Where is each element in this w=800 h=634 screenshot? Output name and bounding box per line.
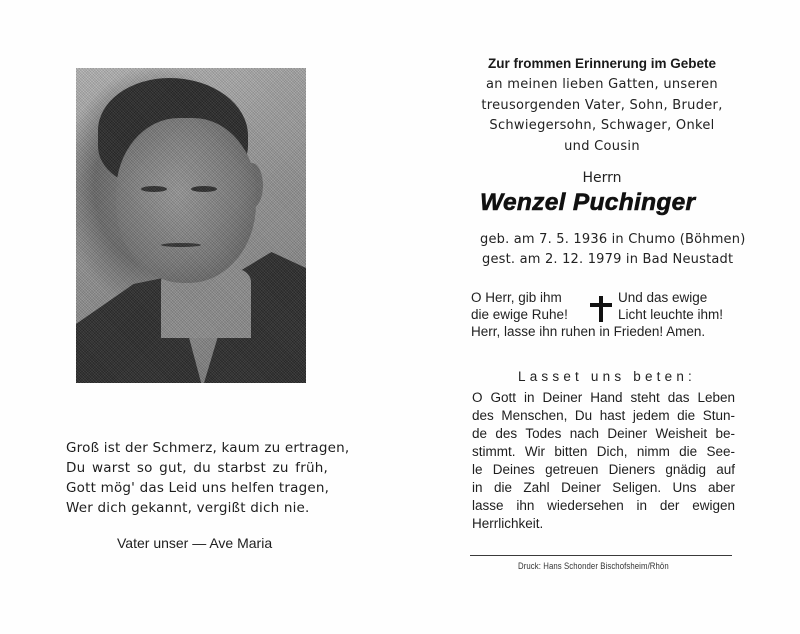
salutation: Herrn [582,170,622,186]
poem-line: Gott mög' das Leid uns helfen tragen, [66,480,330,496]
halftone-texture [76,68,306,383]
prayer-line: le Deines getreuen Dieners gnädig auf [472,462,735,477]
poem-line: Groß ist der Schmerz, kaum zu ertragen, [66,440,350,456]
portrait-photo [76,68,306,383]
deceased-name: Wenzel Puchinger [480,189,696,216]
blessing-right-2: Licht leuchte ihm! [618,306,724,322]
poem-line: Wer dich gekannt, vergißt dich nie. [66,500,310,516]
prayer-line: lasse ihn wiedersehen in der ewigen [472,498,735,513]
prayer-line: des Menschen, Du hast jedem die Stun- [472,408,735,423]
dedication-line: und Cousin [564,138,640,154]
card-heading: Zur frommen Erinnerung im Gebete [487,56,717,71]
poem-line: Du warst so gut, du starbst zu früh, [66,460,328,476]
printer-credit: Druck: Hans Schonder Bischofsheim/Rhön [518,561,669,572]
latin-cross-icon [590,296,612,322]
death-date: gest. am 2. 12. 1979 in Bad Neustadt [482,252,734,267]
dedication-line: an meinen lieben Gatten, unseren [486,77,718,92]
blessing-left-2: die ewige Ruhe! [471,306,568,322]
prayer-text [472,389,735,533]
memorial-poem [66,438,350,518]
dedication-line: Schwiegersohn, Schwager, Onkel [489,118,715,133]
blessing [471,290,741,339]
prayer-heading: Lasset uns beten: [518,369,696,384]
prayer-line: de des Todes nach Deiner Weisheit be- [472,426,735,441]
prayer-line: O Gott in Deiner Hand steht das Leben [472,390,735,405]
dedication-line: treusorgenden Vater, Sohn, Bruder, [481,97,723,113]
blessing-full-line: Herr, lasse ihn ruhen in Frieden! Amen. [471,324,706,339]
prayer-line: stimmt. Wir bitten Dich, nimm die See- [472,444,735,459]
birth-date: geb. am 7. 5. 1936 in Chumo (Böhmen) [480,232,746,247]
prayer-line: in die Zahl Deiner Seligen. Uns aber [472,480,735,495]
life-dates [480,230,746,270]
prayer-line: Herrlichkeit. [472,516,544,531]
blessing-right-1: Und das ewige [618,290,708,305]
divider-line [470,555,732,556]
dedication [466,75,738,157]
closing-prayers: Vater unser — Ave Maria [117,535,273,551]
blessing-left-1: O Herr, gib ihm [471,290,562,305]
